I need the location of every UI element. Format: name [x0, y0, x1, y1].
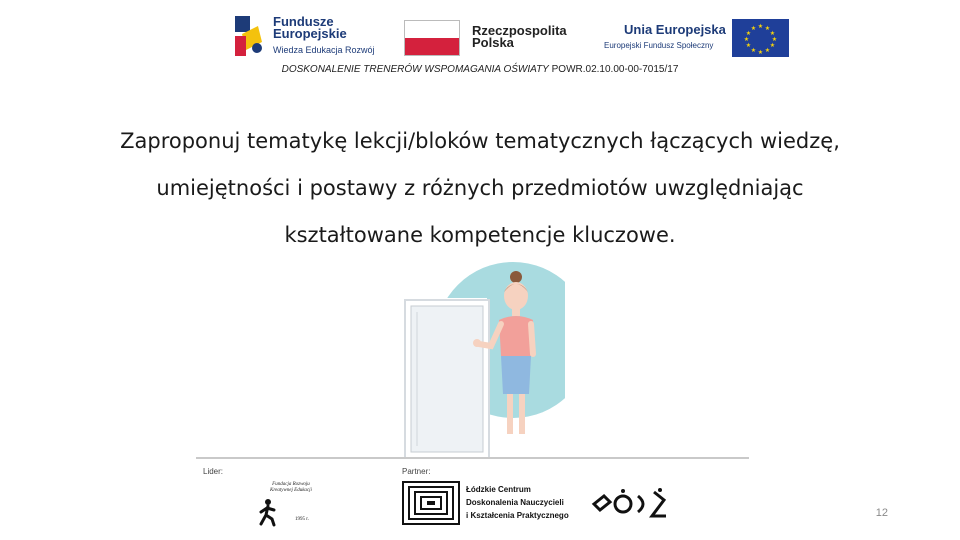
svg-text:★: ★ [745, 30, 752, 37]
lider-label: Lider: [203, 467, 224, 476]
lider-year: 1995 r. [295, 517, 309, 522]
fundusze-star-icon [232, 12, 268, 58]
poland-flag-icon [404, 20, 460, 56]
footer-divider [196, 457, 749, 459]
running-figure-icon [255, 477, 320, 527]
title-line-2: umiejętności i postawy z różnych przedmiotów uwzględniając [156, 176, 804, 200]
title-line-1: Zaproponuj tematykę lekcji/bloków tematycznych łączących wiedzę, [120, 129, 840, 153]
unia-line2: Europejski Fundusz Społeczny [604, 41, 714, 50]
lider-logo [255, 477, 320, 527]
lcdn-square-icon [402, 481, 462, 525]
fundusze-line1: Fundusze [273, 14, 334, 29]
project-code-line [0, 64, 960, 75]
lider-org-name: Fundacja Rozwoju Kreatywnej Edukacji [270, 482, 312, 493]
svg-text:★: ★ [757, 23, 764, 30]
lcdn-text [466, 483, 569, 522]
svg-text:★: ★ [750, 47, 757, 54]
fundusze-line3: Wiedza Edukacja Rozwój [273, 45, 375, 55]
lcdn-line1: Łódzkie Centrum [466, 485, 531, 494]
lcdn-line2: Doskonalenia Nauczycieli [466, 498, 564, 507]
svg-text:★: ★ [743, 36, 750, 43]
rzeczpospolita-line2: Polska [472, 35, 514, 50]
rzeczpospolita-line1: Rzeczpospolita [472, 23, 567, 38]
teacher-illustration [395, 262, 565, 458]
title-line-3: kształtowane kompetencje kluczowe. [284, 223, 676, 247]
fundusze-line2: Europejskie [273, 26, 347, 41]
svg-text:★: ★ [750, 25, 757, 32]
rzeczpospolita-logo [404, 17, 574, 57]
svg-text:★: ★ [769, 30, 776, 37]
project-prefix: DOSKONALENIE TRENERÓW WSPOMAGANIA OŚWIATY [281, 64, 549, 75]
svg-text:★: ★ [771, 36, 778, 43]
eu-flag-icon [732, 19, 789, 57]
lodz-logo [590, 482, 670, 526]
svg-text:★: ★ [757, 49, 764, 56]
lcdn-logo [402, 481, 569, 527]
lodz-glyph-icon [590, 482, 670, 526]
fundusze-europejskie-logo [232, 12, 377, 58]
svg-text:★: ★ [769, 42, 776, 49]
header-logos [232, 12, 792, 62]
slide-title [60, 118, 900, 259]
svg-text:★: ★ [745, 42, 752, 49]
partner-label: Partner: [402, 467, 431, 476]
svg-text:★: ★ [764, 47, 771, 54]
unia-line1: Unia Europejska [624, 22, 726, 37]
svg-text:★: ★ [764, 25, 771, 32]
lcdn-line3: i Kształcenia Praktycznego [466, 511, 569, 520]
page-number: 12 [875, 507, 888, 519]
project-code: POWR.02.10.00-00-7015/17 [548, 64, 679, 75]
unia-europejska-logo [602, 17, 792, 57]
